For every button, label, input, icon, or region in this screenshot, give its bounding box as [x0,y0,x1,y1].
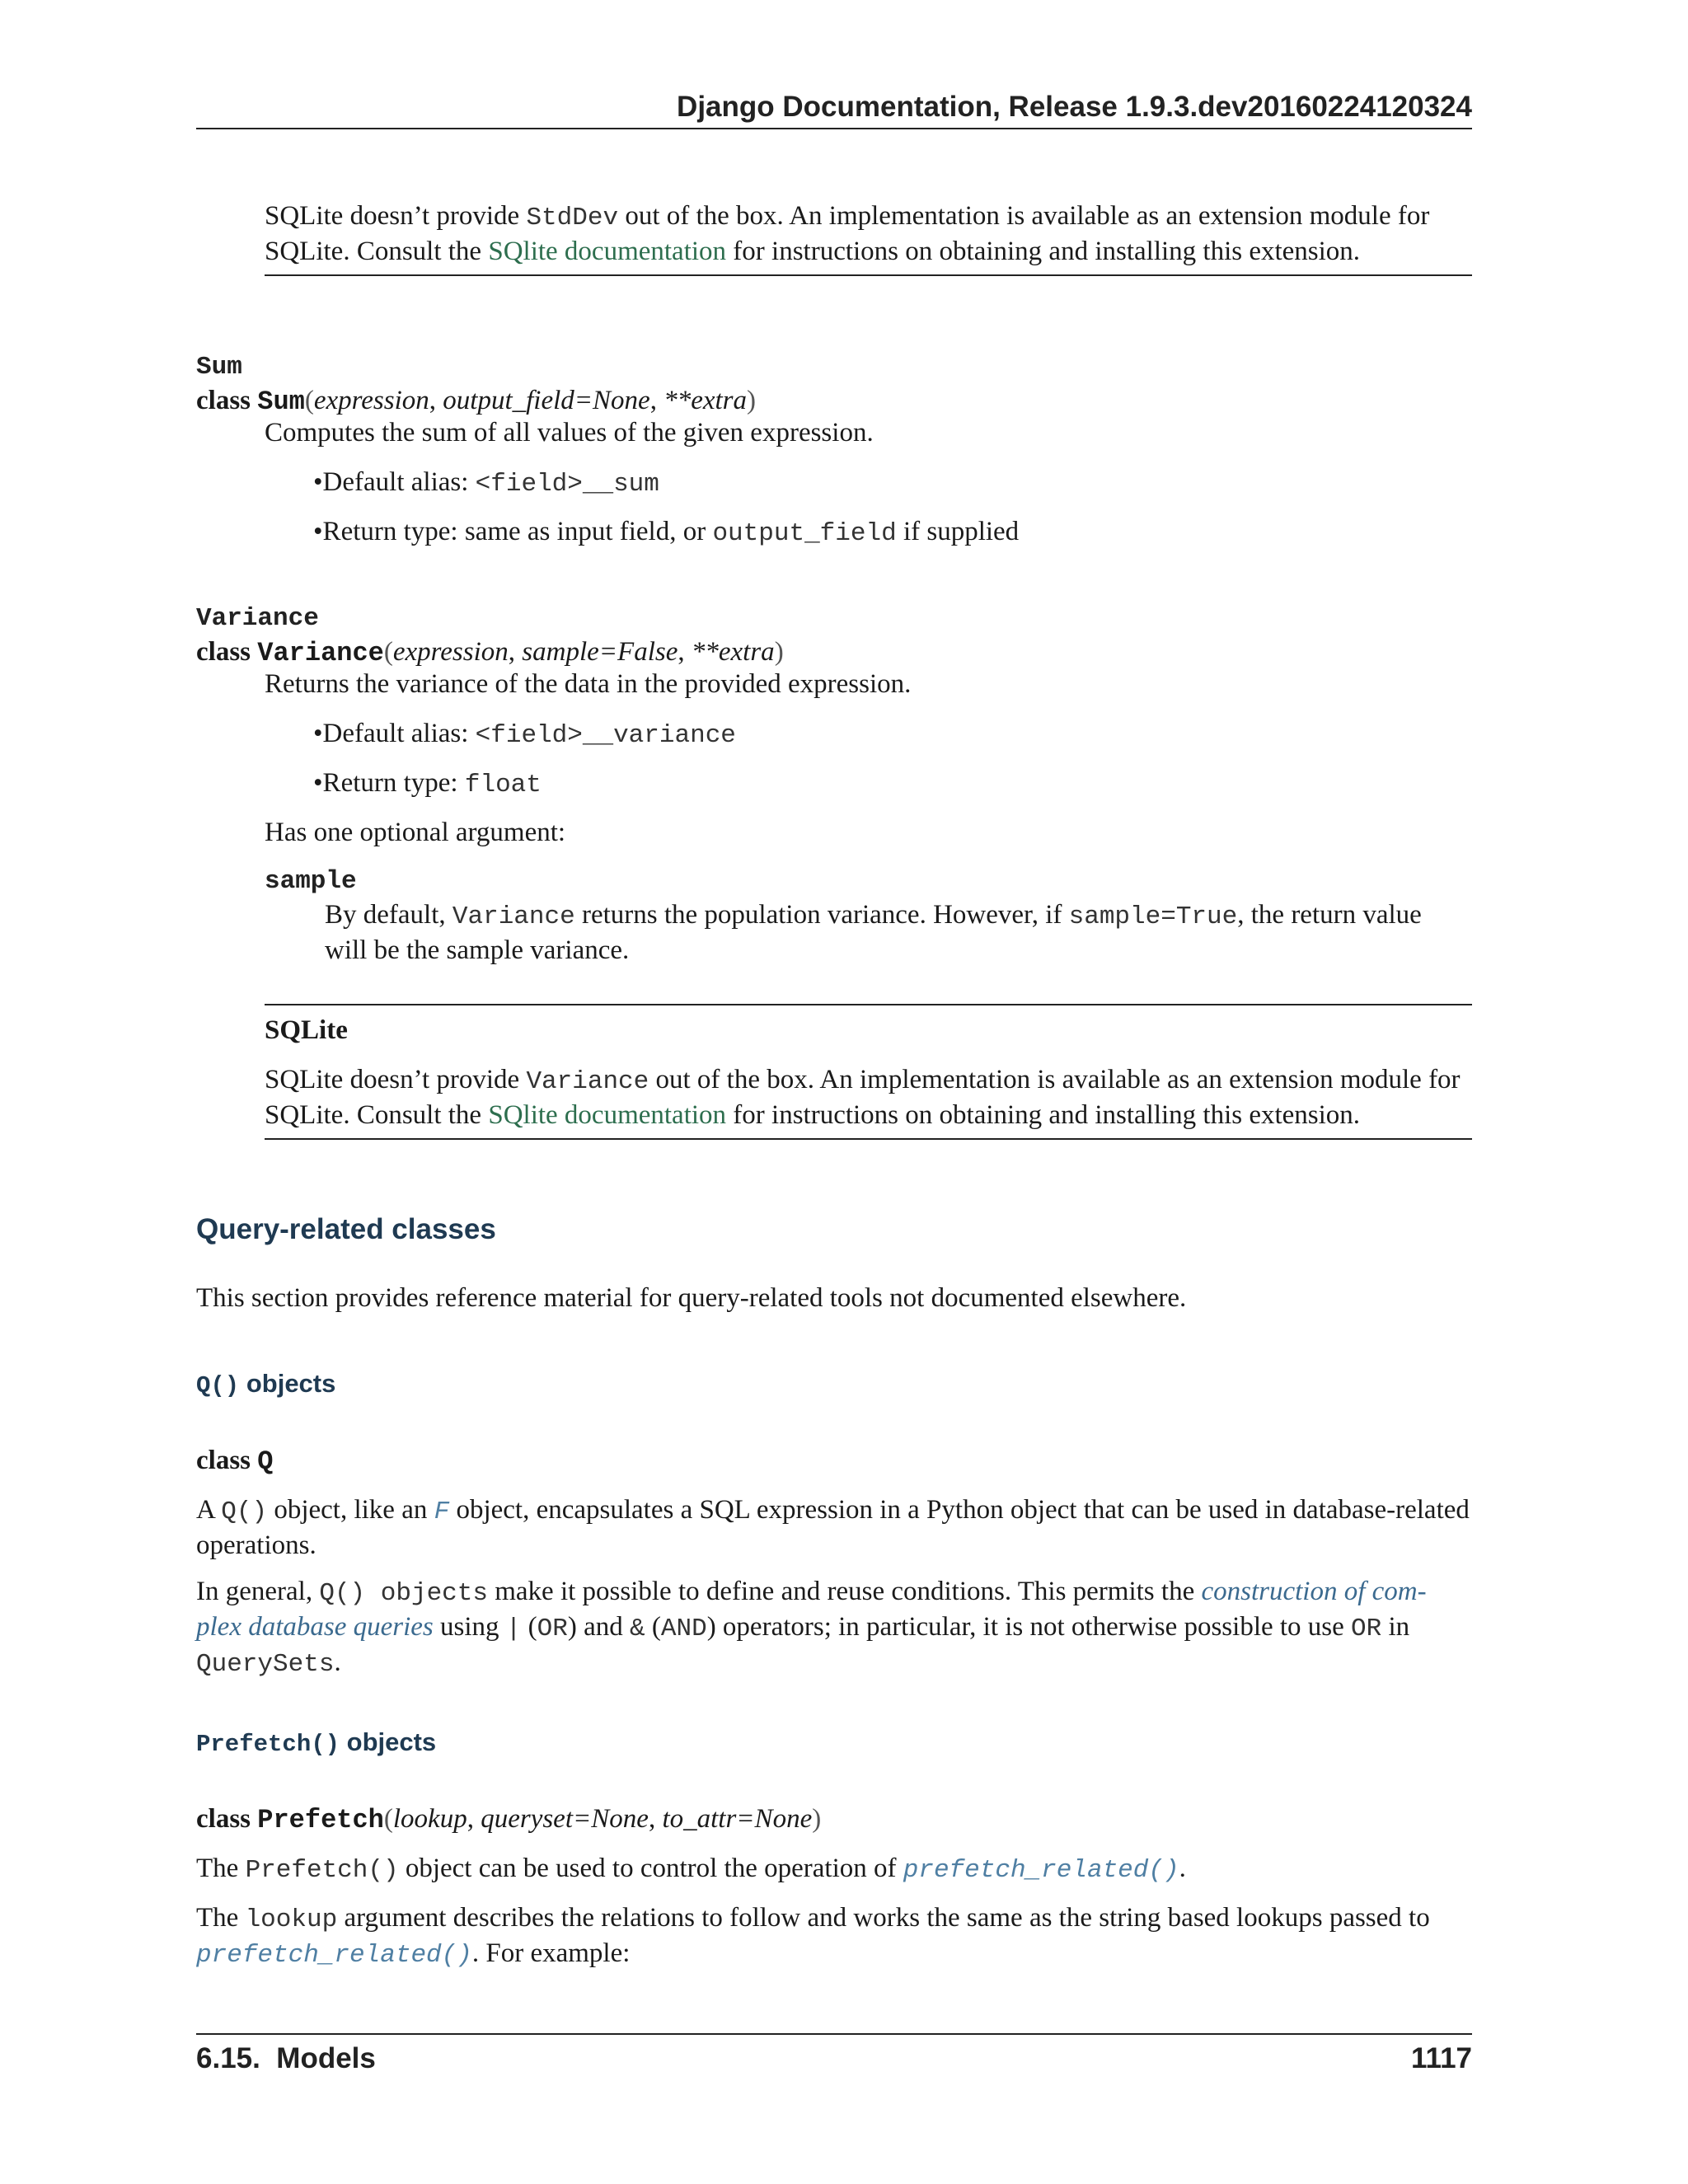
arg-line: By default, Variance returns the population variance. However, if sample=True, the return value [325,900,1422,931]
prefetch-related-link[interactable]: prefetch_related() [903,1856,1179,1885]
class-name: Sum [257,387,305,417]
footer-page-number: 1117 [1411,2042,1472,2074]
para-line: The lookup argument describes the relations to follow and works the same as the string based lookups passed to [196,1903,1430,1934]
class-keyword: class [196,1804,258,1834]
inline-code: Variance [526,1067,649,1096]
arg-line: will be the sample variance. [325,935,630,965]
class-name: Prefetch [257,1805,384,1835]
para-line: QuerySets. [196,1647,341,1679]
note-line: SQLite. Consult the SQlite documentation for instructions on obtaining and installing this extension. [265,1100,1361,1130]
sum-anchor[interactable]: Sum [196,353,242,382]
note-line: SQLite. Consult the SQlite documentation for instructions on obtaining and installing this extension. [265,237,1361,266]
prefetch-paragraph-1: The Prefetch() object can be used to control the operation of prefetch_related(). [196,1854,1186,1885]
q-class-signature [196,1444,273,1479]
subsection-title-q-objects: Q() objects [196,1369,336,1399]
inline-code: <field>__sum [475,470,659,499]
sum-bullet-alias: •Default alias: <field>__sum [313,467,659,499]
inline-code: <field>__variance [475,721,736,750]
para-line: A Q() object, like an F object, encapsulates a SQL expression in a Python object that can be used in database-related [196,1495,1470,1526]
sqlite-documentation-link[interactable]: SQlite documentation [488,237,727,266]
class-keyword: class [196,637,258,667]
variance-description: Returns the variance of the data in the provided expression. [265,669,912,699]
note-bottom-rule [265,274,1472,276]
sqlite-note-title: SQLite [265,1015,348,1045]
inline-code: output_field [712,519,897,548]
class-keyword: class [196,1446,258,1475]
complex-queries-link[interactable]: construction of com- [1201,1577,1427,1606]
inline-code: OR [1351,1615,1382,1643]
inline-code: QuerySets [196,1650,335,1679]
para-line: In general, Q() objects make it possible to define and reuse conditions. This permits the construction of com- [196,1577,1427,1608]
class-keyword: class [196,386,258,415]
variance-signature: class Variance(expression, sample=False, **extra) [196,637,784,668]
prefetch-related-link[interactable]: prefetch_related() [196,1941,472,1970]
para-line: operations. [196,1530,316,1560]
inline-code: Q() [221,1497,268,1526]
variance-bullet-alias: •Default alias: <field>__variance [313,719,736,750]
sum-signature: class Sum(expression, output_field=None, **extra) [196,386,757,417]
inline-code: Variance [452,902,575,931]
sqlite-documentation-link[interactable]: SQlite documentation [488,1100,727,1130]
inline-code: Q() objects [319,1579,488,1608]
variance-bullet-return: •Return type: float [313,768,542,799]
variance-anchor[interactable]: Variance [196,604,319,633]
q-paragraph-2 [196,1575,1472,1681]
sqlite-note-bottom [265,1063,1472,1132]
footer-rule [196,2033,1472,2035]
inline-code: | [505,1615,522,1643]
note-bottom-rule [265,1138,1472,1140]
subsection-title-prefetch-objects: Prefetch() objects [196,1727,437,1758]
inline-code: AND [660,1615,707,1643]
para-line: prefetch_related(). For example: [196,1938,631,1970]
prefetch-paragraph-2 [196,1901,1472,1972]
para-line: plex database queries using | (OR) and & (AND) operators; in particular, it is not otherwise possible to use OR in [196,1612,1410,1643]
inline-code: & [630,1615,645,1643]
title-code: Q() [196,1372,240,1399]
note-line: SQLite doesn’t provide Variance out of the box. An implementation is available as an extension module for [265,1065,1461,1096]
complex-queries-link[interactable]: plex database queries [196,1612,434,1642]
sqlite-note-top [265,199,1472,268]
sample-argument-name[interactable]: sample [265,867,357,896]
inline-code: sample=True [1068,902,1238,931]
sum-bullet-return: •Return type: same as input field, or output_field if supplied [313,517,1020,548]
f-object-link[interactable]: F [434,1497,450,1526]
inline-code: Prefetch() [245,1856,399,1885]
header-title: Django Documentation, Release 1.9.3.dev20160224120324 [677,91,1472,123]
title-code: Prefetch() [196,1731,340,1758]
section-title-query-related: Query-related classes [196,1213,496,1245]
footer-section: 6.15. Models [196,2042,376,2074]
class-name: Q [257,1446,274,1477]
sample-argument-description [325,898,1472,967]
inline-code: lookup [245,1905,338,1934]
header-rule [196,128,1472,129]
inline-code: StdDev [526,204,619,232]
query-section-intro: This section provides reference material for query-related tools not documented elsewhere. [196,1283,1187,1313]
sum-description: Computes the sum of all values of the given expression. [265,418,874,448]
inline-code: OR [537,1615,568,1643]
q-paragraph-1 [196,1493,1472,1562]
inline-code: float [464,771,542,799]
running-header [677,91,1472,124]
class-name: Variance [257,638,384,668]
note-top-rule [265,1004,1472,1005]
prefetch-class-signature: class Prefetch(lookup, queryset=None, to_attr=None) [196,1804,822,1835]
note-line: SQLite doesn’t provide StdDev out of the box. An implementation is available as an extension module for [265,201,1430,232]
optional-argument-text: Has one optional argument: [265,818,566,847]
